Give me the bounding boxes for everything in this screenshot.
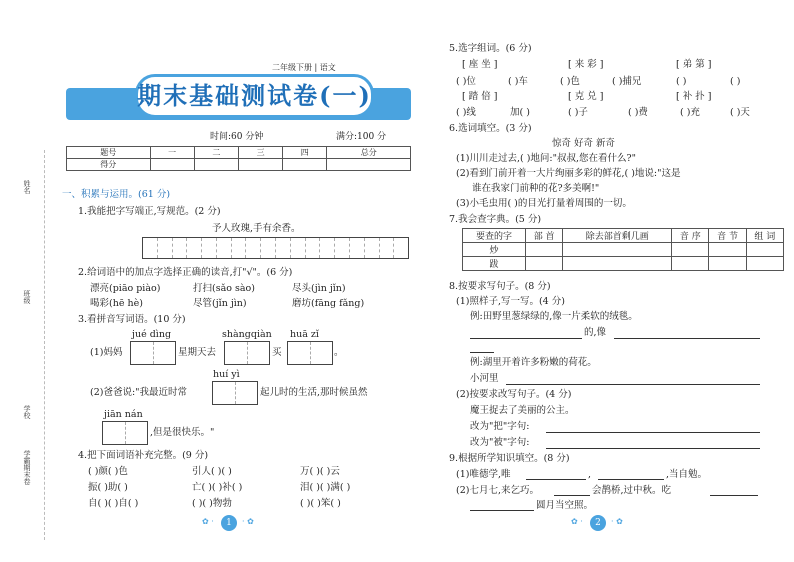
q5-item[interactable]: ( )费 bbox=[628, 107, 648, 118]
pinyin: jué dìng bbox=[132, 329, 172, 340]
dict-header: 部 首 bbox=[526, 229, 563, 243]
answer-box[interactable] bbox=[130, 341, 176, 365]
dict-input[interactable] bbox=[709, 243, 746, 257]
q5-item[interactable]: ( )充 bbox=[680, 107, 700, 118]
score-input[interactable] bbox=[238, 159, 282, 171]
q4-item[interactable]: ( )( )笨( ) bbox=[300, 498, 341, 509]
q3-text-part: (1)妈妈 bbox=[90, 347, 123, 358]
q2-item[interactable]: 漂亮(piāo piào) bbox=[90, 283, 161, 294]
q8-ba: 改为"把"字句: bbox=[470, 421, 530, 432]
answer-line[interactable] bbox=[470, 352, 494, 353]
q4-item[interactable]: 万( )( )云 bbox=[300, 466, 340, 477]
q4-item[interactable]: 引人( )( ) bbox=[192, 466, 232, 477]
q3-text-part: 。 bbox=[334, 347, 344, 358]
q8-bei: 改为"被"字句: bbox=[470, 437, 530, 448]
q5-item[interactable]: 加( ) bbox=[510, 107, 530, 118]
q5-text: 5.选字组词。(6 分) bbox=[449, 43, 532, 54]
table-row bbox=[67, 159, 411, 171]
answer-line[interactable] bbox=[470, 338, 582, 339]
q2-item[interactable]: 尽头(jìn jǐn) bbox=[292, 283, 346, 294]
answer-line[interactable] bbox=[598, 479, 664, 480]
decor-icon: · ✿ bbox=[611, 517, 623, 526]
answer-line[interactable] bbox=[614, 338, 760, 339]
q8-sentence: 魔王捉去了美丽的公主。 bbox=[470, 405, 575, 416]
score-input[interactable] bbox=[283, 159, 327, 171]
dict-input[interactable] bbox=[672, 257, 709, 271]
answer-line[interactable] bbox=[710, 495, 758, 496]
binding-divider bbox=[44, 150, 45, 540]
q2-item[interactable]: 喝彩(hē hè) bbox=[90, 298, 143, 309]
q8-example: 例:湖里开着许多粉嫩的荷花。 bbox=[470, 357, 597, 368]
pinyin: huí yì bbox=[213, 369, 240, 380]
answer-line[interactable] bbox=[470, 510, 534, 511]
answer-line[interactable] bbox=[554, 495, 590, 496]
q2-item[interactable]: 打扫(sǎo sào) bbox=[193, 283, 255, 294]
q1-text: 1.我能把字写端正,写规范。(2 分) bbox=[78, 206, 221, 217]
binding-strip bbox=[22, 150, 36, 540]
score-cell: 三 bbox=[238, 147, 282, 159]
exam-time: 时间:60 分钟 bbox=[210, 132, 264, 142]
score-cell: 四 bbox=[283, 147, 327, 159]
answer-line[interactable] bbox=[526, 479, 586, 480]
answer-box[interactable] bbox=[212, 381, 258, 405]
section1-heading: 一、积累与运用。(61 分) bbox=[62, 189, 171, 200]
answer-line[interactable] bbox=[546, 448, 760, 449]
q4-item[interactable]: ( )( )物勃 bbox=[192, 498, 232, 509]
q9-l2c: 圆月当空照。 bbox=[536, 500, 594, 511]
dict-header: 音 节 bbox=[709, 229, 746, 243]
q4-item[interactable]: 亡( )( )补( ) bbox=[192, 482, 243, 493]
q5-item[interactable]: ( )天 bbox=[730, 107, 750, 118]
word-bank: 惊奇 好奇 新奇 bbox=[552, 138, 616, 149]
table-row bbox=[67, 147, 411, 159]
score-cell: 得分 bbox=[67, 159, 151, 171]
score-cell: 一 bbox=[150, 147, 194, 159]
q5-item[interactable]: ( ) bbox=[676, 76, 687, 87]
score-input[interactable] bbox=[150, 159, 194, 171]
table-row bbox=[463, 229, 784, 243]
char-pair: [ 弟 第 ] bbox=[676, 59, 712, 70]
decor-icon: ✿ · bbox=[202, 517, 214, 526]
writing-grid[interactable] bbox=[142, 237, 409, 259]
dict-input[interactable] bbox=[563, 257, 672, 271]
school-label: 学校 bbox=[23, 405, 31, 419]
dict-input[interactable] bbox=[526, 257, 563, 271]
q6-line[interactable]: (1)川川走过去,( )地问:"叔叔,您在看什么?" bbox=[456, 153, 636, 164]
q6-line[interactable]: (3)小毛虫用( )的目光打量着周围的一切。 bbox=[456, 198, 632, 209]
class-label: 班级 bbox=[23, 290, 31, 304]
q8-text: 8.按要求写句子。(8 分) bbox=[449, 281, 551, 292]
dict-header: 除去部首剩几画 bbox=[563, 229, 672, 243]
q7-text: 7.我会查字典。(5 分) bbox=[449, 214, 542, 225]
q5-item[interactable]: ( )位 bbox=[456, 76, 476, 87]
dict-char: 炒 bbox=[463, 243, 526, 257]
q5-item[interactable]: ( )色 bbox=[560, 76, 580, 87]
q8-s1-title: (1)照样子,写一写。(4 分) bbox=[456, 296, 565, 307]
score-table bbox=[66, 146, 411, 171]
q6-line[interactable]: (2)看到门前开着一大片绚丽多彩的鲜花,( )地说:"这是 bbox=[456, 168, 681, 179]
answer-box[interactable] bbox=[224, 341, 270, 365]
name-label: 姓名 bbox=[23, 180, 31, 194]
q1-sample: 予人玫瑰,手有余香。 bbox=[212, 223, 301, 234]
q8-fill: 小河里 bbox=[470, 373, 499, 384]
dict-input[interactable] bbox=[746, 243, 783, 257]
q3-text-part: (2)爸爸说:"我最近时常 bbox=[90, 387, 188, 398]
dict-input[interactable] bbox=[709, 257, 746, 271]
q3-text-part: 起儿时的生活,那时候虽然 bbox=[260, 387, 368, 398]
dict-char: 跋 bbox=[463, 257, 526, 271]
q4-item[interactable]: 自( )( )自( ) bbox=[88, 498, 139, 509]
char-pair: [ 补 扑 ] bbox=[676, 91, 712, 102]
q3-text-part: 星期天去 bbox=[178, 347, 217, 358]
q8-example: 例:田野里葱绿绿的,像一片柔软的绒毯。 bbox=[470, 311, 638, 322]
answer-box[interactable] bbox=[102, 421, 148, 445]
char-pair: [ 踏 倍 ] bbox=[462, 91, 498, 102]
answer-line[interactable] bbox=[506, 384, 760, 385]
q9-l1a: (1)唯德学,唯 bbox=[456, 469, 511, 480]
q8-fill: 的,像 bbox=[584, 327, 607, 338]
q2-item[interactable]: 磨坊(fāng fǎng) bbox=[292, 298, 365, 309]
score-cell: 二 bbox=[194, 147, 238, 159]
q6-line: 谁在我家门前种的花?多美啊!" bbox=[472, 183, 600, 194]
score-cell: 总分 bbox=[327, 147, 411, 159]
q9-l2b: 会鹊桥,过中秋。吃 bbox=[592, 485, 672, 496]
grade-tag: 二年级下册 | 语文 bbox=[272, 63, 336, 72]
q5-item[interactable]: ( )线 bbox=[456, 107, 476, 118]
answer-box[interactable] bbox=[287, 341, 333, 365]
char-pair: [ 来 彩 ] bbox=[568, 59, 604, 70]
pinyin: huā zǐ bbox=[290, 329, 319, 340]
dict-input[interactable] bbox=[672, 243, 709, 257]
dict-input[interactable] bbox=[563, 243, 672, 257]
decor-icon: · ✿ bbox=[242, 517, 254, 526]
q3-text: 3.看拼音写词语。(10 分) bbox=[78, 314, 186, 325]
series-label: 学霸期末卷 bbox=[23, 450, 31, 485]
dict-header: 音 序 bbox=[672, 229, 709, 243]
q9-l2a: (2)七月七,来乞巧。 bbox=[456, 485, 539, 496]
q3-text-part: 买 bbox=[272, 347, 282, 358]
q8-s2-title: (2)按要求改写句子。(4 分) bbox=[456, 389, 572, 400]
q4-text: 4.把下面词语补充完整。(9 分) bbox=[78, 450, 209, 461]
dict-input[interactable] bbox=[746, 257, 783, 271]
table-row bbox=[463, 257, 784, 271]
char-pair: [ 座 坐 ] bbox=[462, 59, 498, 70]
q5-item[interactable]: ( ) bbox=[730, 76, 741, 87]
dict-input[interactable] bbox=[526, 243, 563, 257]
dictionary-table bbox=[462, 228, 784, 271]
q3-text-part: ,但是很快乐。" bbox=[150, 427, 215, 438]
pinyin: jiān nán bbox=[104, 409, 143, 420]
q4-item[interactable]: 振( )助( ) bbox=[88, 482, 128, 493]
char-pair: [ 克 兑 ] bbox=[568, 91, 604, 102]
full-score: 满分:100 分 bbox=[336, 132, 387, 142]
dict-header: 要查的字 bbox=[463, 229, 526, 243]
q5-item[interactable]: ( )捕兄 bbox=[612, 76, 642, 87]
q4-item[interactable]: ( )颜( )色 bbox=[88, 466, 128, 477]
score-cell: 题号 bbox=[67, 147, 151, 159]
q2-text: 2.给词语中的加点字选择正确的读音,打"√"。(6 分) bbox=[78, 267, 293, 278]
score-input[interactable] bbox=[327, 159, 411, 171]
dict-header: 组 词 bbox=[746, 229, 783, 243]
answer-line[interactable] bbox=[546, 432, 760, 433]
q5-item[interactable]: ( )子 bbox=[568, 107, 588, 118]
q9-l1c: ,当自勉。 bbox=[666, 469, 708, 480]
q2-item[interactable]: 尽管(jǐn jìn) bbox=[193, 298, 247, 309]
score-input[interactable] bbox=[194, 159, 238, 171]
table-row bbox=[463, 243, 784, 257]
pinyin: shàngqiàn bbox=[222, 329, 272, 340]
decor-icon: ✿ · bbox=[571, 517, 583, 526]
q9-text: 9.根据所学知识填空。(8 分) bbox=[449, 453, 570, 464]
q4-item[interactable]: 泪( )( )满( ) bbox=[300, 482, 351, 493]
page-number: 1 bbox=[221, 515, 237, 531]
q6-text: 6.选词填空。(3 分) bbox=[449, 123, 532, 134]
q9-l1b: , bbox=[588, 469, 592, 480]
q5-item[interactable]: ( )车 bbox=[508, 76, 528, 87]
page-number: 2 bbox=[590, 515, 606, 531]
page-title: 期末基础测试卷(一) bbox=[137, 81, 372, 110]
